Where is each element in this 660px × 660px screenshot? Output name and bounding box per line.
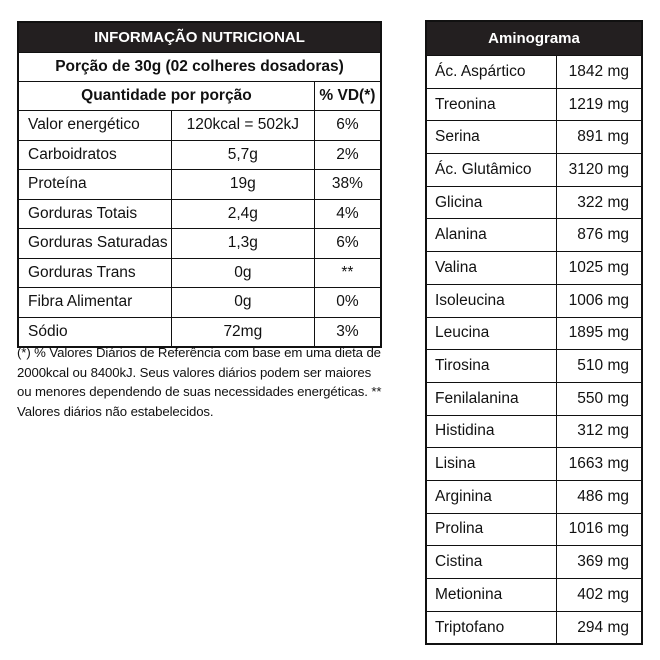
nutrition-row [18, 170, 381, 200]
aminogram-row [426, 546, 642, 579]
amino-acid-name: Alanina [426, 219, 556, 252]
amino-acid-value: 312 mg [556, 415, 642, 448]
amino-acid-name: Triptofano [426, 611, 556, 644]
aminogram-row [426, 382, 642, 415]
amino-acid-name: Ác. Glutâmico [426, 154, 556, 187]
aminogram-row [426, 88, 642, 121]
nutrient-name: Carboidratos [18, 140, 171, 170]
aminogram-row [426, 317, 642, 350]
portion-size: Porção de 30g (02 colheres dosadoras) [18, 53, 381, 82]
amino-acid-value: 369 mg [556, 546, 642, 579]
amino-acid-name: Fenilalanina [426, 382, 556, 415]
nutrient-name: Valor energético [18, 111, 171, 141]
amino-acid-name: Cistina [426, 546, 556, 579]
aminogram-row [426, 56, 642, 89]
nutrition-row [18, 199, 381, 229]
aminogram-title: Aminograma [426, 21, 642, 56]
amino-acid-value: 1219 mg [556, 88, 642, 121]
amino-acid-name: Histidina [426, 415, 556, 448]
nutrient-name: Proteína [18, 170, 171, 200]
amino-acid-value: 1025 mg [556, 252, 642, 285]
nutrient-name: Gorduras Totais [18, 199, 171, 229]
amino-acid-name: Isoleucina [426, 284, 556, 317]
amino-acid-value: 402 mg [556, 579, 642, 612]
amino-acid-value: 294 mg [556, 611, 642, 644]
amino-acid-value: 550 mg [556, 382, 642, 415]
aminogram-row [426, 579, 642, 612]
amino-acid-value: 876 mg [556, 219, 642, 252]
amino-acid-name: Ác. Aspártico [426, 56, 556, 89]
amino-acid-name: Metionina [426, 579, 556, 612]
amino-acid-value: 1842 mg [556, 56, 642, 89]
nutrient-quantity: 19g [171, 170, 314, 200]
footnote: (*) % Valores Diários de Referência com base em uma dieta de 2000kcal ou 8400kJ. Seus valores diários podem ser maiores ou menores dependendo de suas necessidades energéticas. ** Valores diários não estabelecidos. [17, 345, 382, 419]
nutrient-quantity: 120kcal = 502kJ [171, 111, 314, 141]
nutrition-row [18, 288, 381, 318]
amino-acid-name: Leucina [426, 317, 556, 350]
nutrient-quantity: 2,4g [171, 199, 314, 229]
nutrition-rows [18, 111, 381, 348]
nutrient-vd: ** [314, 258, 381, 288]
amino-acid-value: 1895 mg [556, 317, 642, 350]
nutrient-quantity: 0g [171, 288, 314, 318]
amino-acid-name: Lisina [426, 448, 556, 481]
amino-acid-name: Tirosina [426, 350, 556, 383]
aminogram-row [426, 121, 642, 154]
aminogram-row [426, 186, 642, 219]
nutrition-row [18, 229, 381, 259]
nutrient-vd: 6% [314, 229, 381, 259]
nutrient-vd: 2% [314, 140, 381, 170]
aminogram-row [426, 480, 642, 513]
amino-acid-value: 1006 mg [556, 284, 642, 317]
nutrient-vd: 4% [314, 199, 381, 229]
nutrition-row [18, 140, 381, 170]
aminogram-row [426, 415, 642, 448]
amino-acid-value: 891 mg [556, 121, 642, 154]
aminogram-table [425, 20, 643, 645]
nutrient-quantity: 72mg [171, 317, 314, 347]
aminogram-row [426, 154, 642, 187]
amino-acid-value: 3120 mg [556, 154, 642, 187]
nutrient-name: Gorduras Trans [18, 258, 171, 288]
aminogram-row [426, 284, 642, 317]
amino-acid-value: 510 mg [556, 350, 642, 383]
amino-acid-value: 1016 mg [556, 513, 642, 546]
aminogram-row [426, 252, 642, 285]
nutrient-quantity: 1,3g [171, 229, 314, 259]
aminogram-row [426, 219, 642, 252]
amino-acid-value: 322 mg [556, 186, 642, 219]
nutrition-row [18, 258, 381, 288]
quantity-header: Quantidade por porção [18, 82, 314, 111]
nutrient-quantity: 5,7g [171, 140, 314, 170]
nutrient-name: Fibra Alimentar [18, 288, 171, 318]
nutrient-vd: 3% [314, 317, 381, 347]
nutrition-title: INFORMAÇÃO NUTRICIONAL [18, 22, 381, 53]
amino-acid-name: Serina [426, 121, 556, 154]
amino-acid-value: 486 mg [556, 480, 642, 513]
amino-acid-name: Treonina [426, 88, 556, 121]
aminogram-rows [426, 56, 642, 645]
amino-acid-name: Prolina [426, 513, 556, 546]
vd-header: % VD(*) [314, 82, 381, 111]
nutrition-facts-table [17, 21, 382, 348]
nutrient-vd: 6% [314, 111, 381, 141]
amino-acid-name: Valina [426, 252, 556, 285]
nutrient-vd: 38% [314, 170, 381, 200]
nutrient-quantity: 0g [171, 258, 314, 288]
nutrient-vd: 0% [314, 288, 381, 318]
nutrition-row [18, 111, 381, 141]
amino-acid-name: Arginina [426, 480, 556, 513]
aminogram-row [426, 611, 642, 644]
aminogram-row [426, 448, 642, 481]
amino-acid-name: Glicina [426, 186, 556, 219]
aminogram-row [426, 513, 642, 546]
amino-acid-value: 1663 mg [556, 448, 642, 481]
nutrient-name: Sódio [18, 317, 171, 347]
nutrient-name: Gorduras Saturadas [18, 229, 171, 259]
aminogram-row [426, 350, 642, 383]
